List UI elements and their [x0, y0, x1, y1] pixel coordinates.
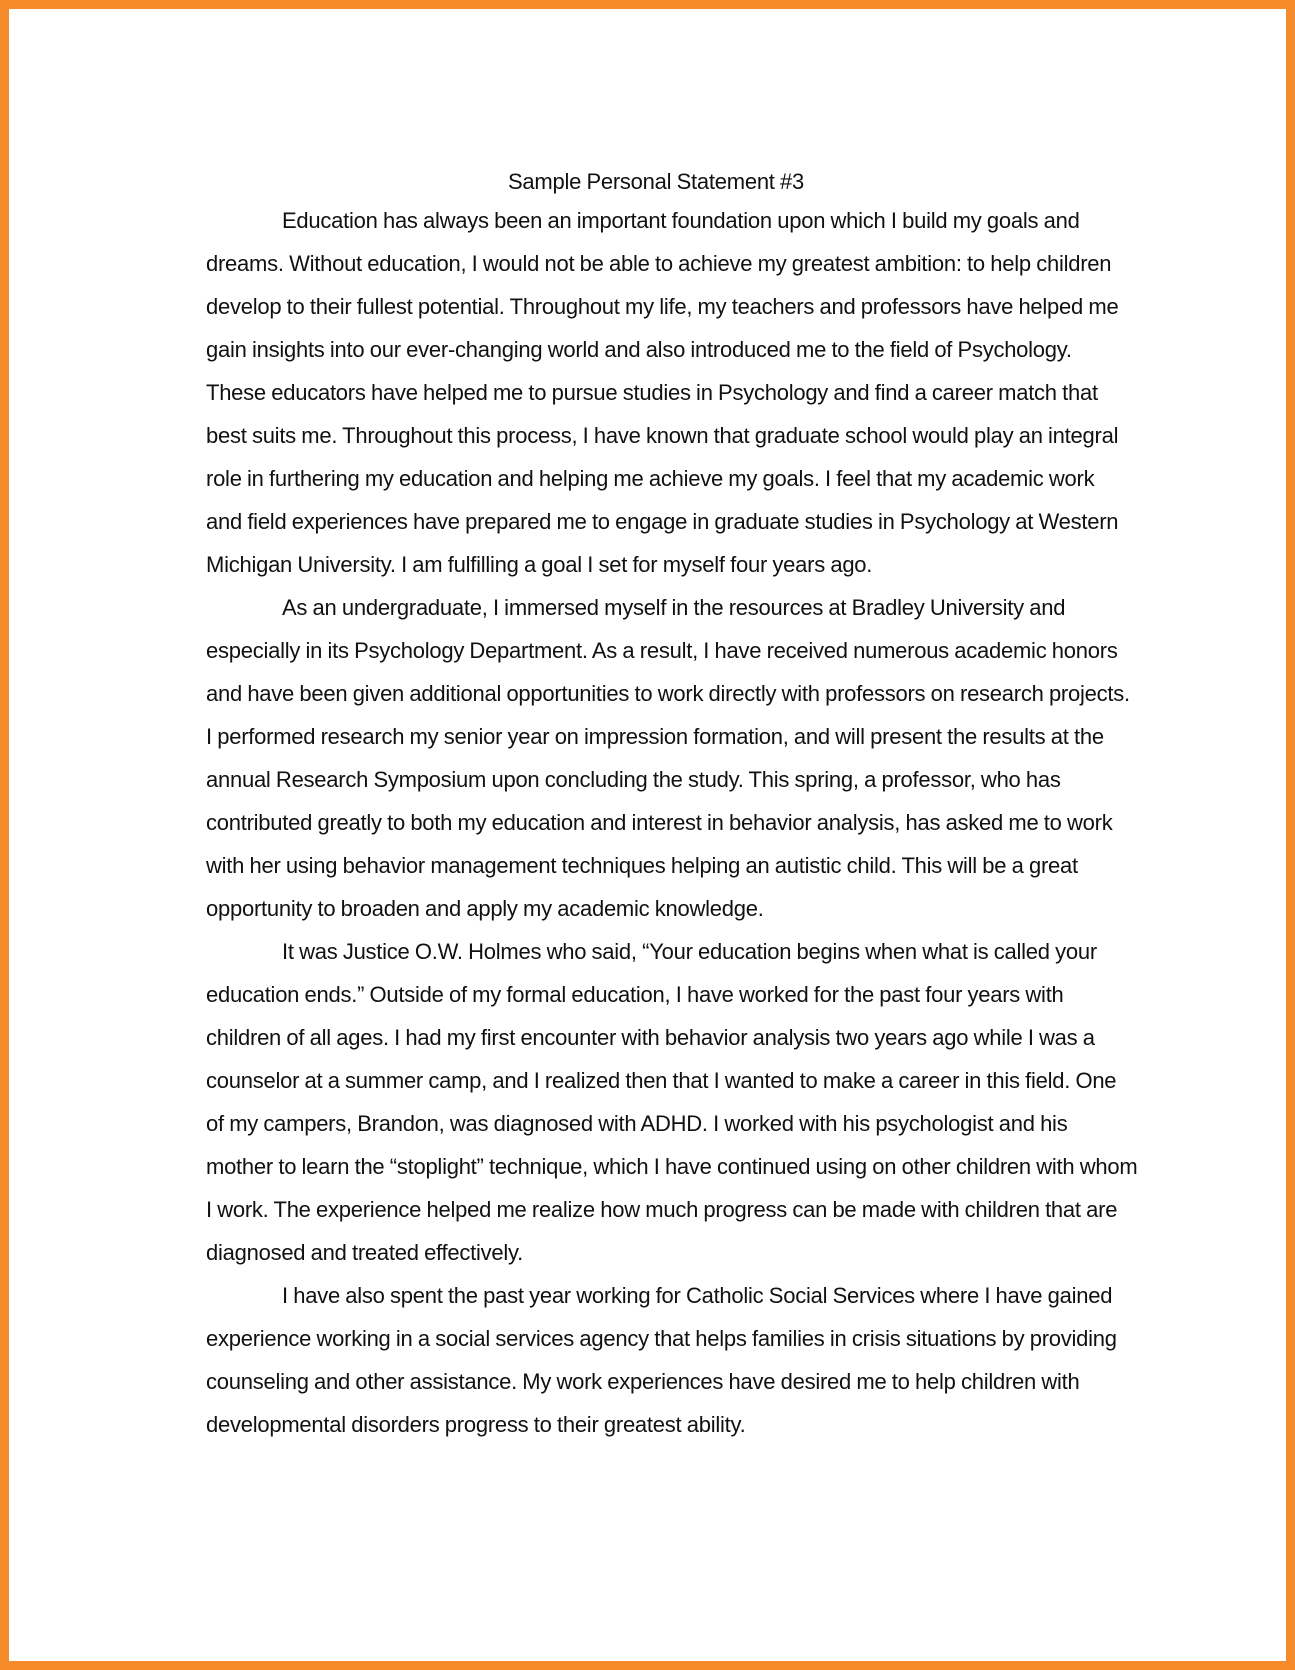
paragraph-line: annual Research Symposium upon concluding the study. This spring, a professor, who has	[206, 767, 1061, 792]
paragraph-line: It was Justice O.W. Holmes who said, “Your education begins when what is called your	[282, 939, 1097, 964]
paragraph-line: counselor at a summer camp, and I realized then that I wanted to make a career in this field. One	[206, 1068, 1117, 1093]
paragraph-line: best suits me. Throughout this process, I have known that graduate school would play an integral	[206, 423, 1119, 448]
paragraph-line: and field experiences have prepared me to engage in graduate studies in Psychology at Western	[206, 509, 1119, 534]
paragraph-line: develop to their fullest potential. Throughout my life, my teachers and professors have helped me	[206, 294, 1119, 319]
paragraph-line: I work. The experience helped me realize how much progress can be made with children that are	[206, 1197, 1118, 1222]
paragraph-line: children of all ages. I had my first encounter with behavior analysis two years ago while I was a	[206, 1025, 1095, 1050]
paragraph	[206, 1274, 1117, 1446]
paragraph-line: especially in its Psychology Department. As a result, I have received numerous academic honors	[206, 638, 1118, 663]
paragraph-line: with her using behavior management techniques helping an autistic child. This will be a great	[206, 853, 1078, 878]
document-body	[206, 165, 1138, 1446]
paragraph-line: developmental disorders progress to their greatest ability.	[206, 1412, 746, 1437]
paragraph-line: counseling and other assistance. My work experiences have desired me to help children with	[206, 1369, 1080, 1394]
paragraph-line: I have also spent the past year working for Catholic Social Services where I have gained	[282, 1283, 1113, 1308]
paragraph-line: experience working in a social services agency that helps families in crisis situations by providing	[206, 1326, 1117, 1351]
paragraph-line: I performed research my senior year on impression formation, and will present the results at the	[206, 724, 1104, 749]
paragraph	[206, 930, 1138, 1274]
paragraph-line: of my campers, Brandon, was diagnosed with ADHD. I worked with his psychologist and his	[206, 1111, 1068, 1136]
paragraph-line: These educators have helped me to pursue studies in Psychology and find a career match that	[206, 380, 1098, 405]
paragraph-line: opportunity to broaden and apply my academic knowledge.	[206, 896, 764, 921]
paragraph-line: contributed greatly to both my education and interest in behavior analysis, has asked me to work	[206, 810, 1113, 835]
paragraph-line: and have been given additional opportunities to work directly with professors on research projects.	[206, 681, 1130, 706]
paragraph-line: mother to learn the “stoplight” technique, which I have continued using on other children with whom	[206, 1154, 1138, 1179]
paragraph-line: gain insights into our ever-changing world and also introduced me to the field of Psychology.	[206, 337, 1072, 362]
paragraph-line: education ends.” Outside of my formal education, I have worked for the past four years with	[206, 982, 1064, 1007]
paragraph	[206, 199, 1119, 586]
paragraph-line: diagnosed and treated effectively.	[206, 1240, 523, 1265]
paragraphs-container	[206, 199, 1138, 1446]
paragraph-line: Education has always been an important foundation upon which I build my goals and	[282, 208, 1080, 233]
document-title: Sample Personal Statement #3	[507, 169, 804, 194]
paragraph-line: role in furthering my education and helping me achieve my goals. I feel that my academic work	[206, 466, 1095, 491]
paragraph-line: As an undergraduate, I immersed myself in the resources at Bradley University and	[282, 595, 1066, 620]
paragraph	[206, 586, 1130, 930]
paragraph-line: Michigan University. I am fulfilling a goal I set for myself four years ago.	[206, 552, 873, 577]
paragraph-line: dreams. Without education, I would not be able to achieve my greatest ambition: to help children	[206, 251, 1112, 276]
